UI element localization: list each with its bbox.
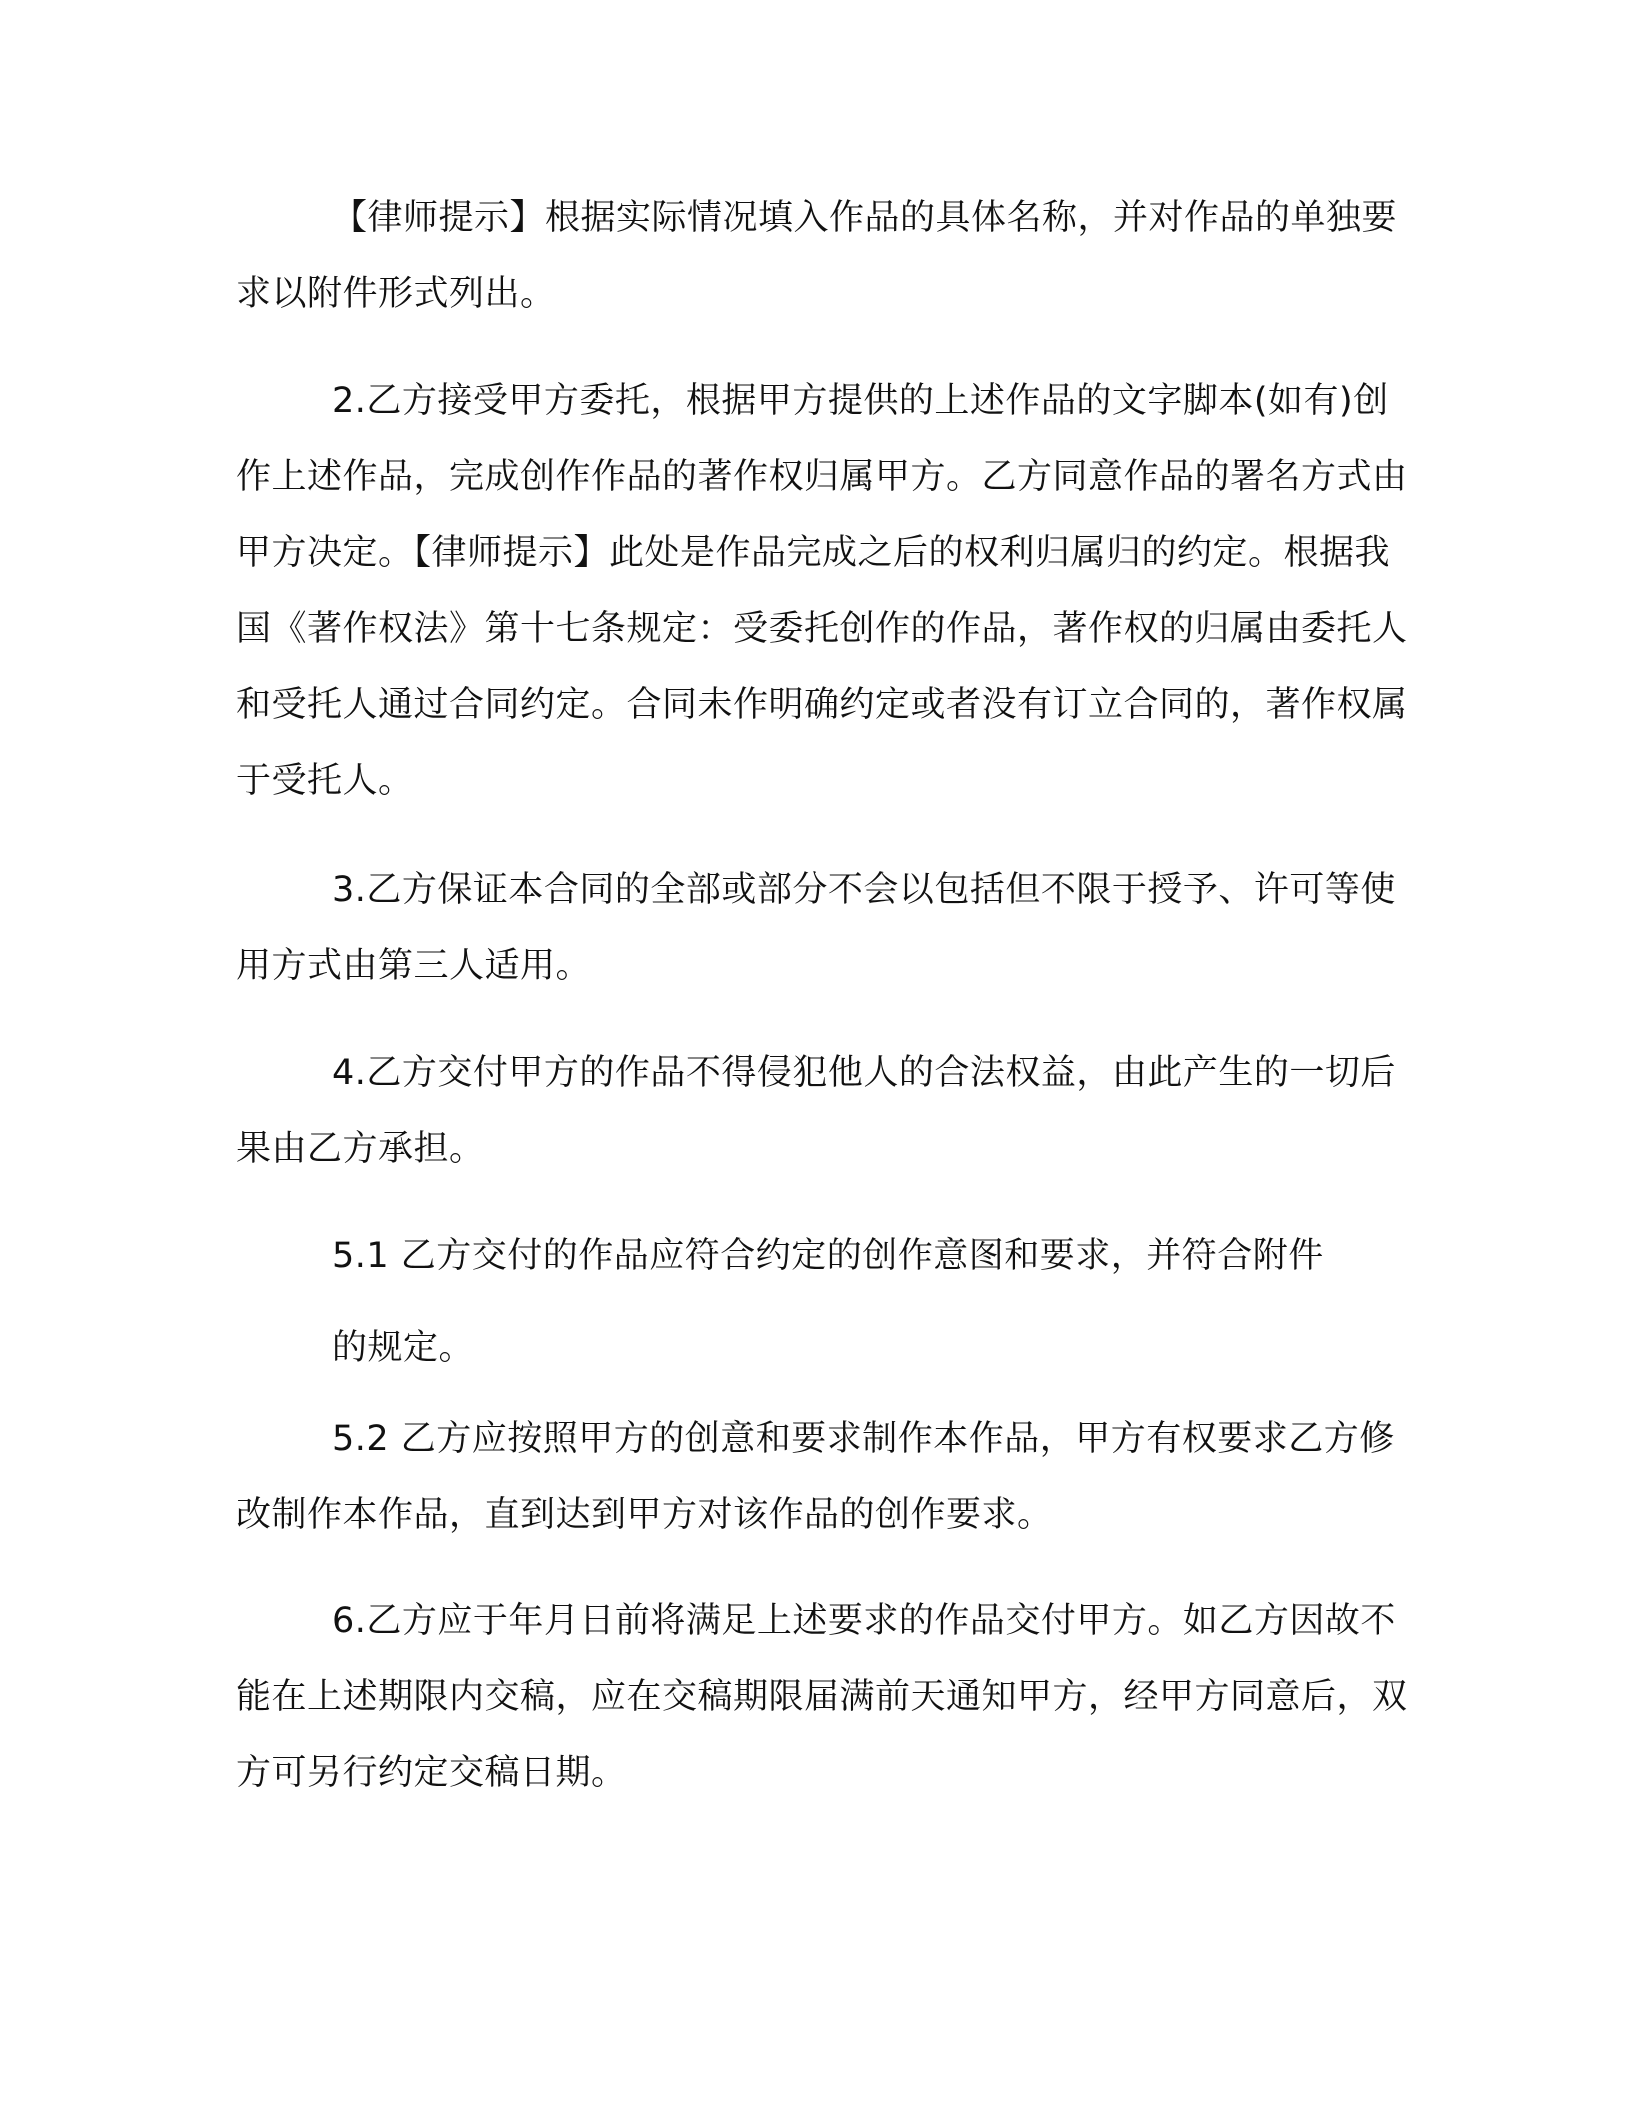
clause-2-paragraph: 2.乙方接受甲方委托，根据甲方提供的上述作品的文字脚本(如有)创作上述作品，完成创作作品的著作权归属甲方。乙方同意作品的署名方式由甲方决定。【律师提示】此处是作品完成之后的权利归属归的约定。根据我国《著作权法》第十七条规定：受委托创作的作品，著作权的归属由委托人和受托人通过合同约定。合同未作明确约定或者没有订立合同的，著作权属于受托人。 [236,381,1408,801]
lawyer-tip-paragraph: 【律师提示】根据实际情况填入作品的具体名称，并对作品的单独要求以附件形式列出。 [236,198,1398,314]
clause-5-1-continuation: 的规定。 [332,1328,475,1368]
clause-4-paragraph: 4.乙方交付甲方的作品不得侵犯他人的合法权益，由此产生的一切后果由乙方承担。 [236,1053,1396,1169]
clause-6-paragraph: 6.乙方应于年月日前将满足上述要求的作品交付甲方。如乙方因故不能在上述期限内交稿，应在交稿期限届满前天通知甲方，经甲方同意后，双方可另行约定交稿日期。 [236,1601,1408,1793]
clause-3-paragraph: 3.乙方保证本合同的全部或部分不会以包括但不限于授予、许可等使用方式由第三人适用。 [236,870,1396,986]
clause-5-2-paragraph: 5.2 乙方应按照甲方的创意和要求制作本作品，甲方有权要求乙方修改制作本作品，直到达到甲方对该作品的创作要求。 [236,1419,1395,1535]
clause-5-1-paragraph: 5.1 乙方交付的作品应符合约定的创作意图和要求，并符合附件 [332,1236,1324,1276]
